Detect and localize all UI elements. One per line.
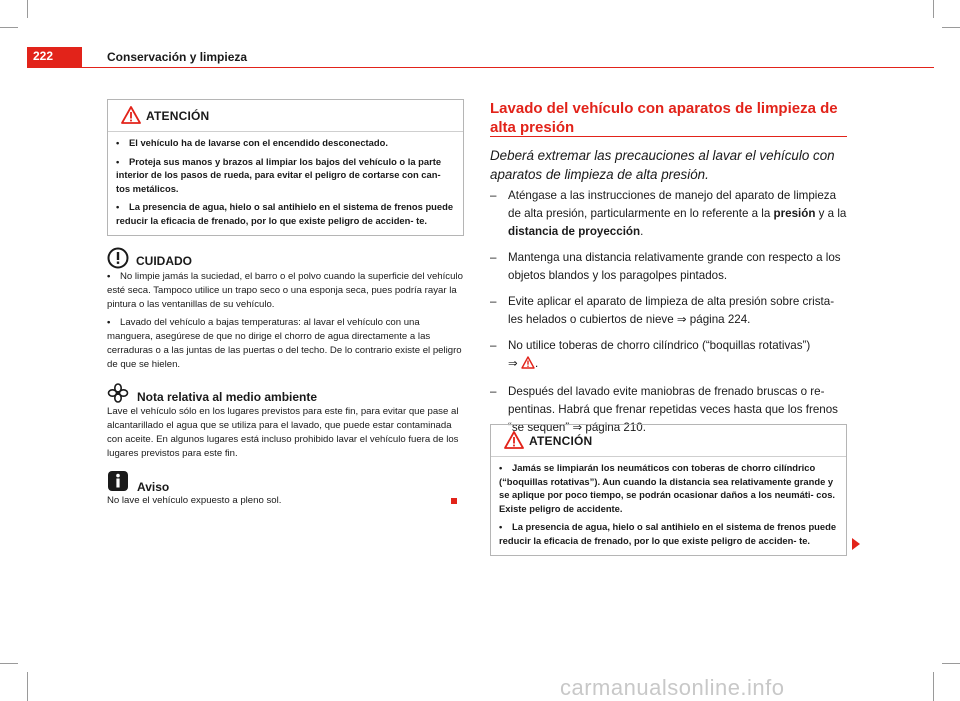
instruction-step: – No utilice toberas de chorro cilíndrico (“boquillas rotativas”) ⇒ . [490,337,850,375]
caution-title: CUIDADO [136,254,192,268]
watermark: carmanualsonline.info [560,675,785,700]
notice-title: Aviso [137,480,170,494]
page-number: 222 [33,49,54,63]
section-end-marker [451,498,457,504]
section-title-rule [490,136,847,137]
attention-title: ATENCIÓN [146,109,210,123]
running-header-title: Conservación y limpieza [107,50,248,64]
instruction-step: – Después del lavado evite maniobras de frenado bruscas o re- pentinas. Habrá que frenar repetidas veces hasta que los frenos “se sequen” ⇒ página 210. [490,385,838,434]
warning-triangle-icon [121,106,141,129]
attention-item: • La presencia de agua, hielo o sal antihielo en el sistema de frenos puede reducir la eficacia de frenado, por lo que existe peligro de acciden- te. [116,201,454,226]
attention-item: • Jamás se limpiarán los neumáticos con toberas de chorro cilíndrico (“boquillas rotativas”). Aun cuando la distancia sea relativamente grande y se aplique por poco tiempo, se podrán ocasionar daños a los neumáti- cos. Existe peligro de accidente. [499,462,836,514]
attention-header [108,100,463,132]
caution-item: • Lavado del vehículo a bajas temperaturas: al lavar el vehículo con una manguera, asegúrese de que no dirige el chorro de agua directamente a las cerraduras o a las juntas de las puertas o del techo. De lo contrario existe el peligro de que se hielen. [107,317,462,370]
caution-text [107,270,464,376]
instruction-step: – Mantenga una distancia relativamente grande con respecto a los objetos blandos y los paragolpes pintados. [490,251,841,282]
attention-box-left [107,99,464,236]
environment-title: Nota relativa al medio ambiente [137,390,318,404]
header-rule [27,67,934,68]
warning-triangle-icon [504,431,524,454]
section-lead: Deberá extremar las precauciones al lavar el vehículo con aparatos de limpieza de alta presión. [490,148,835,182]
section-title: Lavado del vehículo con aparatos de limpieza de alta presión [490,100,838,136]
instruction-steps [490,187,850,445]
attention-box-right [490,424,847,556]
notice-text: No lave el vehículo expuesto a pleno sol. [107,495,282,506]
info-notice-icon [107,470,129,497]
attention-item: • La presencia de agua, hielo o sal antihielo en el sistema de frenos puede reducir la eficacia de frenado, por lo que existe peligro de acciden- te. [499,521,837,546]
instruction-step: – Aténgase a las instrucciones de manejo del aparato de limpieza de alta presión, particularmente en lo referente a la presión y a la distancia de proyección. [490,189,847,238]
continue-next-page-arrow [852,538,860,550]
attention-header [491,425,846,457]
environment-text: Lave el vehículo sólo en los lugares previstos para este fin, para evitar que pase al alcantarillado el agua que se utiliza para el lavado, que puede estar contaminada con aceite. En algunos lugares está incluso prohibido lavar el vehículo fuera de los lugares previstos para este fin. [107,406,459,459]
instruction-step: – Evite aplicar el aparato de limpieza de alta presión sobre crista- les helados o cubiertos de nieve ⇒ página 224. [490,295,835,326]
attention-title: ATENCIÓN [529,434,593,448]
attention-item: • El vehículo ha de lavarse con el encendido desconectado. [116,137,388,148]
caution-item: • No limpie jamás la suciedad, el barro o el polvo cuando la superficie del vehículo esté seca. Tampoco utilice un trapo seco o una esponja seca, pues podría rayar la pintura o las ventanillas de su vehículo. [107,271,463,310]
attention-item: • Proteja sus manos y brazos al limpiar los bajos del vehículo o la parte interior de los pasos de rueda, para evitar el peligro de cortarse con can- tos metálicos. [116,155,442,194]
warning-reference-icon [521,356,535,375]
